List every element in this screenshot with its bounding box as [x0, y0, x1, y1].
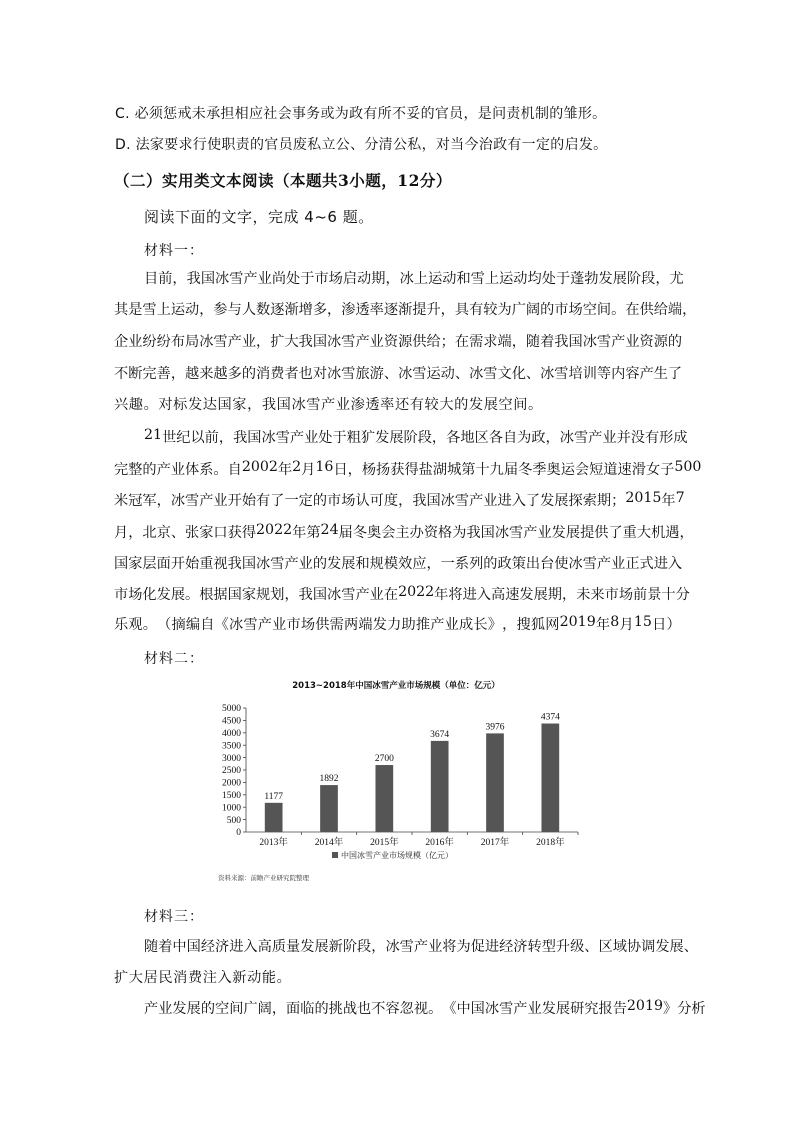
- section-title: （二）实用类文本阅读（本题共3小题，12分）: [114, 171, 452, 190]
- bar: [431, 741, 449, 832]
- y-tick-label: 500: [226, 815, 241, 826]
- chart-source: 资料来源：前瞻产业研究院整理: [218, 874, 309, 882]
- y-tick-label: 3500: [222, 741, 241, 752]
- y-tick-label: 5000: [222, 704, 241, 715]
- legend-swatch: [332, 852, 338, 858]
- m3-p2-line1: 产 业 发 展 的 空 间 广 阔 ， 面 临 的 挑 战 也 不 容 忽 视 。 《 中 国 冰 雪 产 业 发 展 研 究 报 告 2019 》 分 析: [144, 998, 706, 1017]
- legend-label: 中国冰雪产业市场规模（亿元）: [341, 851, 453, 860]
- y-tick-label: 3000: [222, 753, 241, 764]
- x-axis: [246, 832, 578, 848]
- chart-title: 2013~2018年中国冰雪产业市场规模（单位：亿元）: [292, 681, 500, 691]
- bar-value-label: 3976: [485, 722, 505, 733]
- m1-p2-line6: 市 场 化 发 展 。 根 据 国 家 规 划 ， 我 国 冰 雪 产 业 在 2022 年 将 进 入 高 速 发 展 期 ， 未 来 市 场 前 景 十 分: [114, 584, 690, 603]
- bar-value-label: 3674: [430, 729, 450, 740]
- material2-label: 材料二：: [144, 651, 204, 667]
- m1-p1-line3: 企 业 纷 纷 布 局 冰 雪 产 业 ， 扩 大 我 国 冰 雪 产 业 资 源 供 给 ； 在 需 求 端 ， 随 着 我 国 冰 雪 产 业 资 源 的: [114, 334, 683, 350]
- y-tick-label: 0: [236, 828, 241, 839]
- bar: [486, 733, 504, 832]
- y-tick-label: 1000: [222, 803, 241, 814]
- material1-label: 材料一：: [144, 243, 204, 259]
- m3-p1-line2: 扩大居民消费注入新动能。: [114, 970, 292, 986]
- m3-p1-line1: 随 着 中 国 经 济 进 入 高 质 量 发 展 新 阶 段 ， 冰 雪 产 业 将 为 促 进 经 济 转 型 升 级 、 区 域 协 调 发 展 、: [144, 939, 698, 955]
- x-tick-label: 2016年: [425, 838, 454, 848]
- bar: [541, 724, 559, 832]
- y-tick-label: 2000: [222, 778, 241, 789]
- x-tick-label: 2015年: [370, 838, 399, 848]
- market-size-bar-chart: [206, 674, 596, 886]
- bar-value-label: 1892: [319, 774, 339, 785]
- m1-p1-line1: 目 前 ， 我 国 冰 雪 产 业 尚 处 于 市 场 启 动 期 ， 冰 上 运 动 和 雪 上 运 动 均 处 于 蓬 勃 发 展 阶 段 ， 尤: [144, 271, 684, 287]
- y-tick-label: 2500: [222, 766, 241, 777]
- material3-label: 材料三：: [144, 909, 204, 925]
- m1-p1-line5: 兴趣。对标发达国家，我国冰雪产业渗透率还有较大的发展空间。: [114, 397, 543, 413]
- bars: [264, 713, 560, 832]
- m1-p2-line3: 米 冠 军 ， 冰 雪 产 业 开 始 有 了 一 定 的 市 场 认 可 度 ， 我 国 冰 雪 产 业 进 入 了 发 展 探 索 期 ； 2015 年 7: [114, 490, 685, 509]
- option-c: C. 必须惩戒未承担相应社会事务或为政有所不妥的官员，是问责机制的雏形。: [115, 106, 607, 122]
- y-tick-label: 1500: [222, 791, 241, 801]
- x-tick-label: 2017年: [480, 838, 510, 848]
- bar-value-label: 1177: [264, 791, 283, 802]
- bar: [320, 785, 338, 832]
- bar: [265, 803, 283, 832]
- y-axis: [222, 704, 246, 838]
- legend: [332, 850, 453, 860]
- instruction: 阅读下面的文字，完成 4~6 题。: [144, 208, 374, 226]
- x-tick-label: 2013年: [259, 838, 288, 848]
- m1-p2-line2: 完 整 的 产 业 体 系 。 自 2002 年 2 月 16 日 ， 杨 扬 获 得 盐 湖 城 第 十 九 届 冬 季 奥 运 会 短 道 速 滑 女 子 500: [114, 459, 702, 478]
- x-tick-label: 2014年: [314, 838, 344, 848]
- m1-p1-line4: 不 断 完 善 ， 越 来 越 多 的 消 费 者 也 对 冰 雪 旅 游 、 冰 雪 运 动 、 冰 雪 文 化 、 冰 雪 培 训 等 内 容 产 生 了: [114, 366, 683, 382]
- bar: [375, 765, 393, 832]
- m1-p2-line1: 21 世 纪 以 前 ， 我 国 冰 雪 产 业 处 于 粗 犷 发 展 阶 段 ， 各 地 区 各 自 为 政 ， 冰 雪 产 业 并 没 有 形 成: [144, 427, 688, 446]
- y-tick-label: 4000: [222, 729, 241, 739]
- bar-value-label: 4374: [540, 712, 560, 723]
- m1-p2-line7: 乐 观 。 （ 摘 编 自 《 冰 雪 产 业 市 场 供 需 两 端 发 力 助 推 产 业 成 长 》 ， 搜 狐 网 2019 年 8 月 15 日 ）: [114, 614, 681, 633]
- y-tick-label: 4500: [222, 716, 241, 727]
- x-tick-label: 2018年: [536, 838, 565, 848]
- bar-value-label: 2700: [374, 754, 394, 765]
- m1-p2-line4: 月 ， 北 京 、 张 家 口 获 得 2022 年 第 24 届 冬 奥 会 主 办 资 格 为 我 国 冰 雪 产 业 发 展 提 供 了 重 大 机 遇 ，: [114, 522, 694, 541]
- option-d: D. 法家要求行使职责的官员废私立公、分清公私，对当今治政有一定的启发。: [115, 137, 608, 153]
- m1-p1-line2: 其 是 雪 上 运 动 ， 参 与 人 数 逐 渐 增 多 ， 渗 透 率 逐 渐 提 升 ， 具 有 较 为 广 阔 的 市 场 空 间 。 在 供 给 端 ，: [114, 302, 697, 318]
- m1-p2-line5: 国 家 层 面 开 始 重 视 我 国 冰 雪 产 业 的 发 展 和 规 模 效 应 ， 一 系 列 的 政 策 出 台 使 冰 雪 产 业 正 式 进 入: [114, 556, 683, 572]
